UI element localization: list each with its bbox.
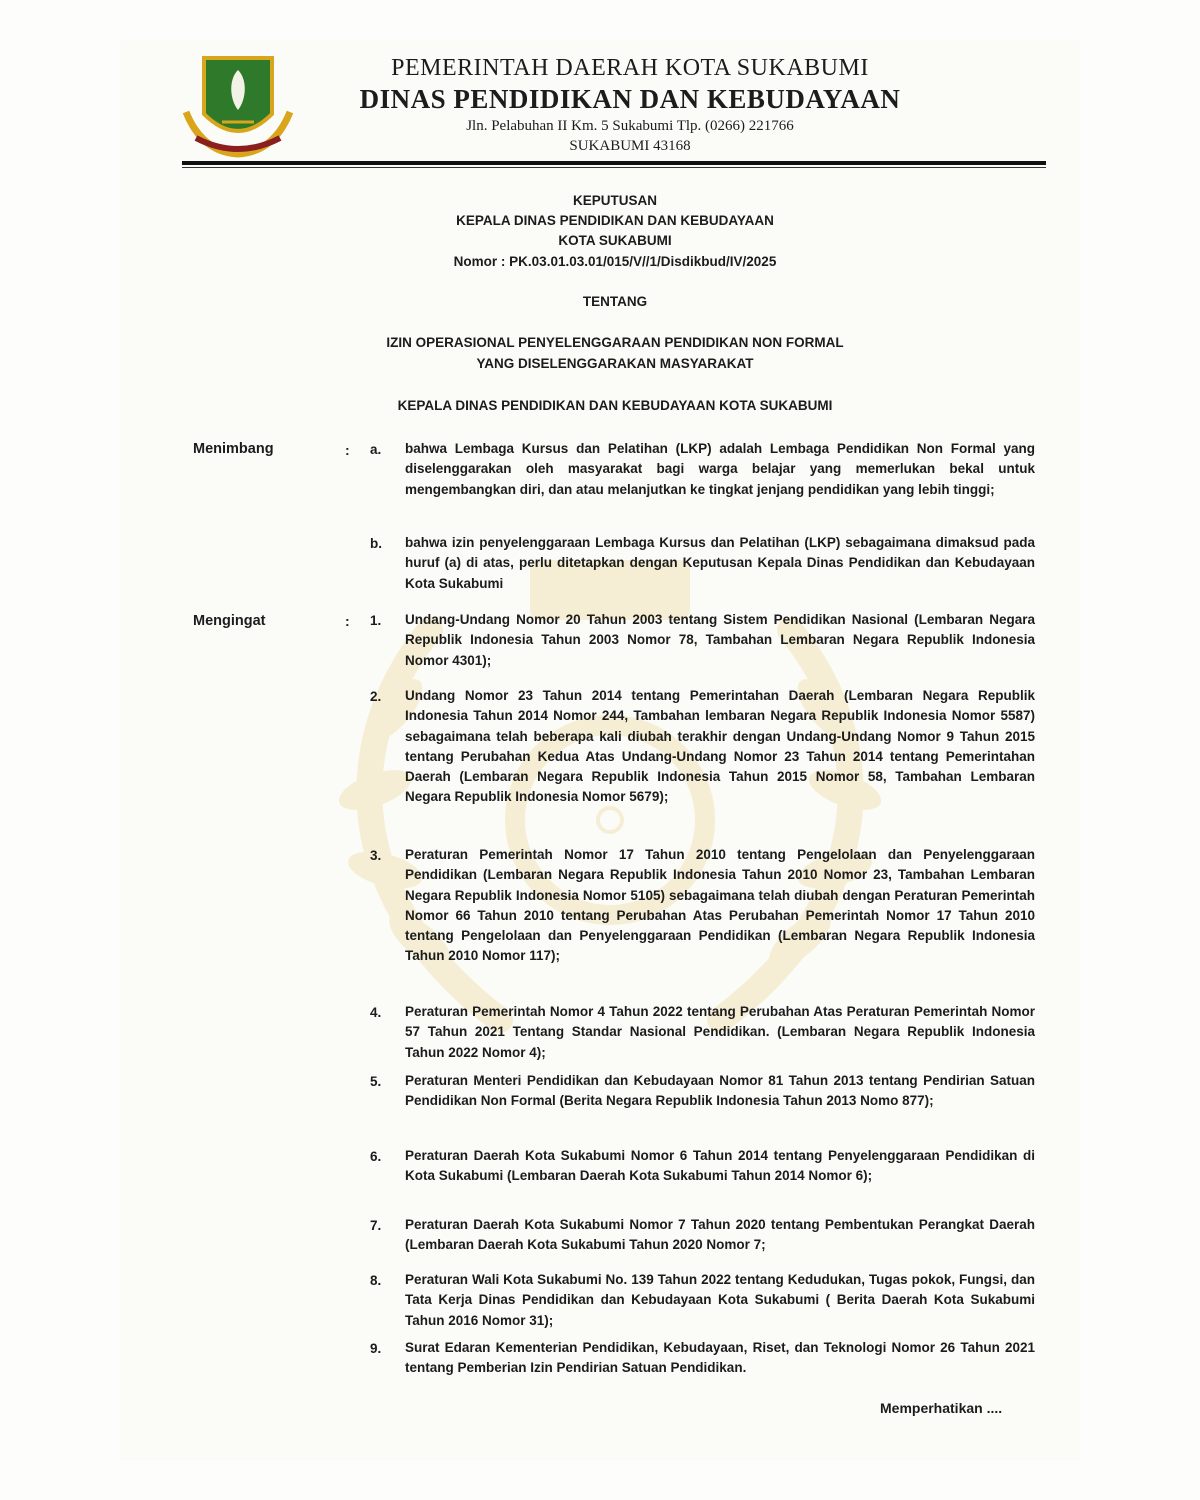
decree-issuer-city: KOTA SUKABUMI (558, 233, 672, 248)
letterhead-divider (182, 161, 1046, 165)
menimbang-marker: b. (370, 536, 382, 551)
mengingat-marker: 9. (370, 1341, 382, 1356)
mengingat-marker: 2. (370, 689, 382, 704)
mengingat-label: Mengingat (193, 613, 266, 629)
mengingat-item: Peraturan Pemerintah Nomor 4 Tahun 2022 tentang Perubahan Atas Peraturan Pemerintah Nomor 57 Tahun 2021 Tentang Standar Nasional Pendidikan. (Lembaran Negara Republik Indonesia Tahun 2022 Nomor 4); (405, 1004, 1035, 1060)
decree-number: Nomor : PK.03.01.03.01/015/V//1/Disdikbud/IV/2025 (453, 254, 777, 269)
mengingat-marker: 5. (370, 1074, 382, 1089)
mengingat-item: Surat Edaran Kementerian Pendidikan, Kebudayaan, Riset, dan Teknologi Nomor 26 Tahun 2021 tentang Pemberian Izin Pendirian Satuan Pendidikan. (405, 1340, 1035, 1376)
mengingat-item: Peraturan Wali Kota Sukabumi No. 139 Tahun 2022 tentang Kedudukan, Tugas pokok, Fungsi, dan Tata Kerja Dinas Pendidikan dan Kebudayaan Kota Sukabumi ( Berita Daerah Kota Sukabumi Tahun 2016 Nomor 31); (405, 1272, 1035, 1328)
letterhead-government: PEMERINTAH DAERAH KOTA SUKABUMI (391, 55, 869, 81)
decree-about: TENTANG (582, 294, 648, 309)
continuation-note: Memperhatikan .... (880, 1400, 1003, 1416)
letterhead-address: Jln. Pelabuhan II Km. 5 Sukabumi Tlp. (0266) 221766 (466, 118, 794, 134)
letterhead-agency: DINAS PENDIDIKAN DAN KEBUDAYAAN (359, 84, 901, 114)
mengingat-colon: : (345, 613, 350, 629)
letterhead-divider-thin (182, 167, 1046, 168)
mengingat-marker: 4. (370, 1005, 382, 1020)
mengingat-item: Peraturan Daerah Kota Sukabumi Nomor 6 Tahun 2014 tentang Penyelenggaraan Pendidikan di Kota Sukabumi (Lembaran Daerah Kota Sukabumi Tahun 2014 Nomor 6); (405, 1148, 1035, 1184)
mengingat-marker: 6. (370, 1149, 382, 1164)
decree-title: KEPUTUSAN (572, 193, 657, 208)
decree-subject: IZIN OPERASIONAL PENYELENGGARAAN PENDIDIKAN NON FORMAL (386, 335, 844, 350)
menimbang-item: bahwa izin penyelenggaraan Lembaga Kursus dan Pelatihan (LKP) sebagaimana dimaksud pada huruf (a) di atas, perlu ditetapkan dengan Keputusan Kepala Dinas Pendidikan dan Kebudayaan Kota Sukabumi (405, 535, 1035, 591)
mengingat-item: Peraturan Menteri Pendidikan dan Kebudayaan Nomor 81 Tahun 2013 tentang Pendirian Satuan Pendidikan Non Formal (Berita Negara Republik Indonesia Tahun 2013 Nomo 877); (405, 1073, 1035, 1109)
mengingat-marker: 1. (370, 613, 382, 628)
decree-subject-line2: YANG DISELENGGARAKAN MASYARAKAT (476, 356, 754, 371)
menimbang-label: Menimbang (193, 441, 274, 457)
menimbang-item: bahwa Lembaga Kursus dan Pelatihan (LKP) adalah Lembaga Pendidikan Non Formal yang diselenggarakan oleh masyarakat bagi warga belajar yang memerlukan bekal untuk mengembangkan diri, dan atau melanjutkan ke tingkat jenjang pendidikan yang lebih tinggi; (405, 441, 1035, 497)
mengingat-item: Peraturan Daerah Kota Sukabumi Nomor 7 Tahun 2020 tentang Pembentukan Perangkat Daerah (Lembaran Daerah Kota Sukabumi Tahun 2020 Nomor 7; (405, 1217, 1035, 1253)
mengingat-marker: 8. (370, 1273, 382, 1288)
letterhead-city: SUKABUMI 43168 (569, 138, 691, 154)
mengingat-item: Undang-Undang Nomor 20 Tahun 2003 tentang Sistem Pendidikan Nasional (Lembaran Negara Republik Indonesia Tahun 2003 Nomor 78, Tambahan Lembaran Negara Republik Indonesia Nomor 4301); (405, 612, 1035, 668)
menimbang-marker: a. (370, 442, 382, 457)
mengingat-marker: 7. (370, 1218, 382, 1233)
menimbang-colon: : (345, 442, 350, 458)
decree-issuer: KEPALA DINAS PENDIDIKAN DAN KEBUDAYAAN (456, 213, 774, 228)
mengingat-item: Peraturan Pemerintah Nomor 17 Tahun 2010 tentang Pengelolaan dan Penyelenggaraan Pendidikan (Lembaran Negara Republik Indonesia Tahun 2010 Nomor 23, Tambahan Lembaran Negara Republik Indonesia Nomor 5105) sebagaimana telah diubah dengan Peraturan Pemerintah Nomor 66 Tahun 2010 tentang Perubahan Atas Perubahan Pemerintah Nomor 17 Tahun 2010 tentang Pengelolaan dan Penyelenggaraan Pendidikan (Lembaran Negara Republik Indonesia Tahun 2010 Nomor 117); (405, 847, 1035, 964)
sukabumi-coat-of-arms-icon (182, 52, 294, 160)
mengingat-marker: 3. (370, 848, 382, 863)
decree-authority: KEPALA DINAS PENDIDIKAN DAN KEBUDAYAAN KOTA SUKABUMI (397, 398, 833, 413)
mengingat-item: Undang Nomor 23 Tahun 2014 tentang Pemerintahan Daerah (Lembaran Negara Republik Indonesia Tahun 2014 Nomor 244, Tambahan lembaran Negara Republik Indonesia Nomor 5587) sebagaimana telah beberapa kali diubah terakhir dengan Undang-Undang Nomor 9 Tahun 2015 tentang Perubahan Kedua Atas Undang-Undang Nomor 23 Tahun 2014 tentang Pemerintahan Daerah (Lembaran Negara Republik Indonesia Tahun 2015 Nomor 58, Tambahan Lembaran Negara Republik Indonesia Nomor 5679); (405, 688, 1035, 805)
